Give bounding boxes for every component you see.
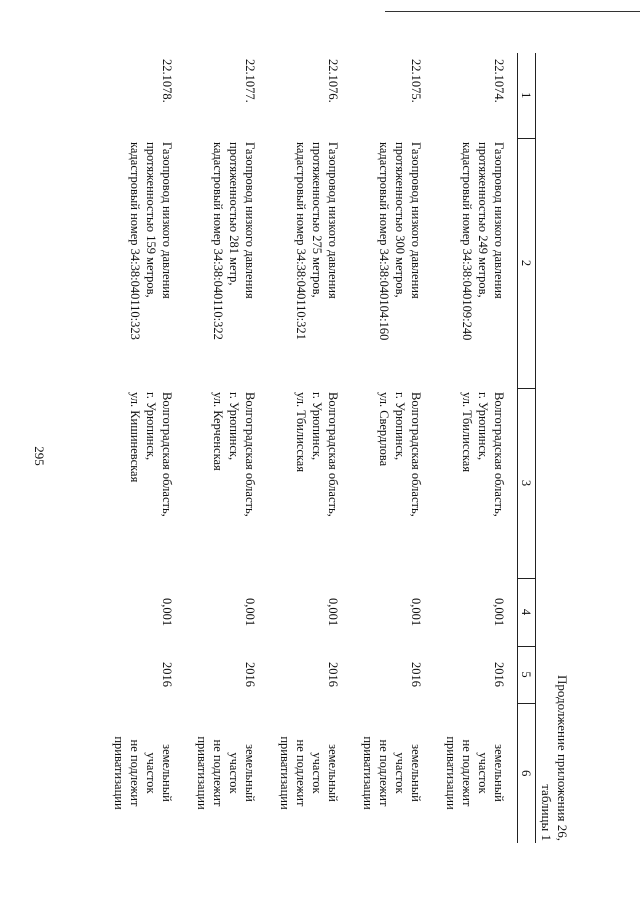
column-header: 5 xyxy=(518,646,536,703)
object-year: 2016 xyxy=(409,662,423,687)
land-status-line: земельный xyxy=(409,744,423,802)
caption-line-2: таблицы 1 xyxy=(539,784,554,841)
land-status-line: приватизации xyxy=(195,736,209,810)
land-status-line: земельный xyxy=(243,744,257,802)
object-address-line: Волгоградская область, xyxy=(160,392,174,517)
object-area: 0,001 xyxy=(243,597,257,627)
object-name xyxy=(102,138,185,388)
caption-line-1: Продолжение приложения 26, xyxy=(555,674,570,841)
object-address-line: ул. Тбилисская xyxy=(294,392,308,473)
table-row xyxy=(268,53,351,843)
object-name-line: Газопровод низкого давления xyxy=(243,142,257,299)
object-name-line: Газопровод низкого давления xyxy=(160,142,174,299)
object-name xyxy=(268,138,351,388)
object-area: 0,001 xyxy=(326,597,340,627)
column-header: 1 xyxy=(518,53,536,138)
land-status-line: приватизации xyxy=(444,736,458,810)
object-year: 2016 xyxy=(243,662,257,687)
object-name-line: кадастровый номер 34:38:040110:323 xyxy=(128,142,142,340)
land-status xyxy=(102,703,185,843)
object-name-line: Газопровод низкого давления xyxy=(492,142,506,299)
land-status-line: участок xyxy=(144,752,158,794)
object-year: 2016 xyxy=(492,662,506,687)
land-status-line: не подлежит xyxy=(377,739,391,807)
object-name-line: Газопровод низкого давления xyxy=(326,142,340,299)
object-name-line: протяженностью 159 метров, xyxy=(144,142,158,298)
column-header: 3 xyxy=(518,388,536,578)
row-number: 22.1075. xyxy=(409,59,423,103)
object-name xyxy=(434,138,518,388)
land-status-line: участок xyxy=(227,752,241,794)
object-address-line: г. Урюпинск, xyxy=(227,392,241,461)
object-address xyxy=(185,388,268,578)
land-status xyxy=(351,703,434,843)
land-status-line: не подлежит xyxy=(211,739,225,807)
row-number: 22.1078. xyxy=(160,59,174,103)
object-address-line: Волгоградская область, xyxy=(409,392,423,517)
land-status xyxy=(268,703,351,843)
object-area: 0,001 xyxy=(160,597,174,627)
object-address-line: Волгоградская область, xyxy=(492,392,506,517)
land-status-line: не подлежит xyxy=(128,739,142,807)
object-year: 2016 xyxy=(326,662,340,687)
land-status-line: не подлежит xyxy=(294,739,308,807)
land-status xyxy=(434,703,518,843)
land-status-line: приватизации xyxy=(112,736,126,810)
object-name xyxy=(351,138,434,388)
row-number: 22.1077. xyxy=(243,59,257,103)
object-name-line: кадастровый номер 34:38:040110:322 xyxy=(211,142,225,340)
column-header: 4 xyxy=(518,578,536,646)
land-status-line: участок xyxy=(476,752,490,794)
land-status-line: земельный xyxy=(326,744,340,802)
object-address xyxy=(351,388,434,578)
object-address-line: г. Урюпинск, xyxy=(310,392,324,461)
land-status xyxy=(185,703,268,843)
object-address-line: г. Урюпинск, xyxy=(476,392,490,461)
object-address-line: г. Урюпинск, xyxy=(393,392,407,461)
page-number: 295 xyxy=(32,446,47,466)
object-address-line: г. Урюпинск, xyxy=(144,392,158,461)
column-header: 6 xyxy=(518,703,536,843)
table-row xyxy=(102,53,185,843)
object-address-line: ул. Кишиневская xyxy=(128,392,142,483)
object-address xyxy=(102,388,185,578)
object-address-line: ул. Керченская xyxy=(211,392,225,471)
object-area: 0,001 xyxy=(409,597,423,627)
column-header: 2 xyxy=(518,138,536,388)
table-row xyxy=(351,53,434,843)
object-address-line: Волгоградская область, xyxy=(326,392,340,517)
land-status-line: участок xyxy=(310,752,324,794)
table-row xyxy=(185,53,268,843)
object-name-line: кадастровый номер 34:38:040104:160 xyxy=(377,142,391,341)
table-header-row xyxy=(518,53,536,843)
object-name-line: кадастровый номер 34:38:040110:321 xyxy=(294,142,308,340)
land-status-line: земельный xyxy=(160,744,174,802)
table-caption xyxy=(538,196,570,841)
object-name-line: протяженностью 300 метров, xyxy=(393,142,407,298)
object-name-line: кадастровый номер 34:38:040109:240 xyxy=(460,142,474,341)
object-name-line: Газопровод низкого давления xyxy=(409,142,423,299)
land-status-line: приватизации xyxy=(361,736,375,810)
land-status-line: участок xyxy=(393,752,407,794)
property-table xyxy=(102,53,536,843)
table-row xyxy=(434,53,518,843)
row-number: 22.1074. xyxy=(492,59,506,103)
object-address xyxy=(434,388,518,578)
object-address xyxy=(268,388,351,578)
object-address-line: ул. Свердлова xyxy=(377,392,391,467)
object-name-line: протяженностью 275 метров, xyxy=(310,142,324,298)
row-number: 22.1076. xyxy=(326,59,340,103)
object-name-line: протяженностью 281 метр, xyxy=(227,142,241,286)
land-status-line: земельный xyxy=(492,744,506,802)
object-name xyxy=(185,138,268,388)
object-address-line: ул. Тбилисская xyxy=(460,392,474,473)
object-address-line: Волгоградская область, xyxy=(243,392,257,517)
land-status-line: не подлежит xyxy=(460,739,474,807)
land-status-line: приватизации xyxy=(278,736,292,810)
object-name-line: протяженностью 249 метров, xyxy=(476,142,490,298)
object-year: 2016 xyxy=(160,662,174,687)
table-body xyxy=(102,53,518,843)
object-area: 0,001 xyxy=(492,597,506,627)
